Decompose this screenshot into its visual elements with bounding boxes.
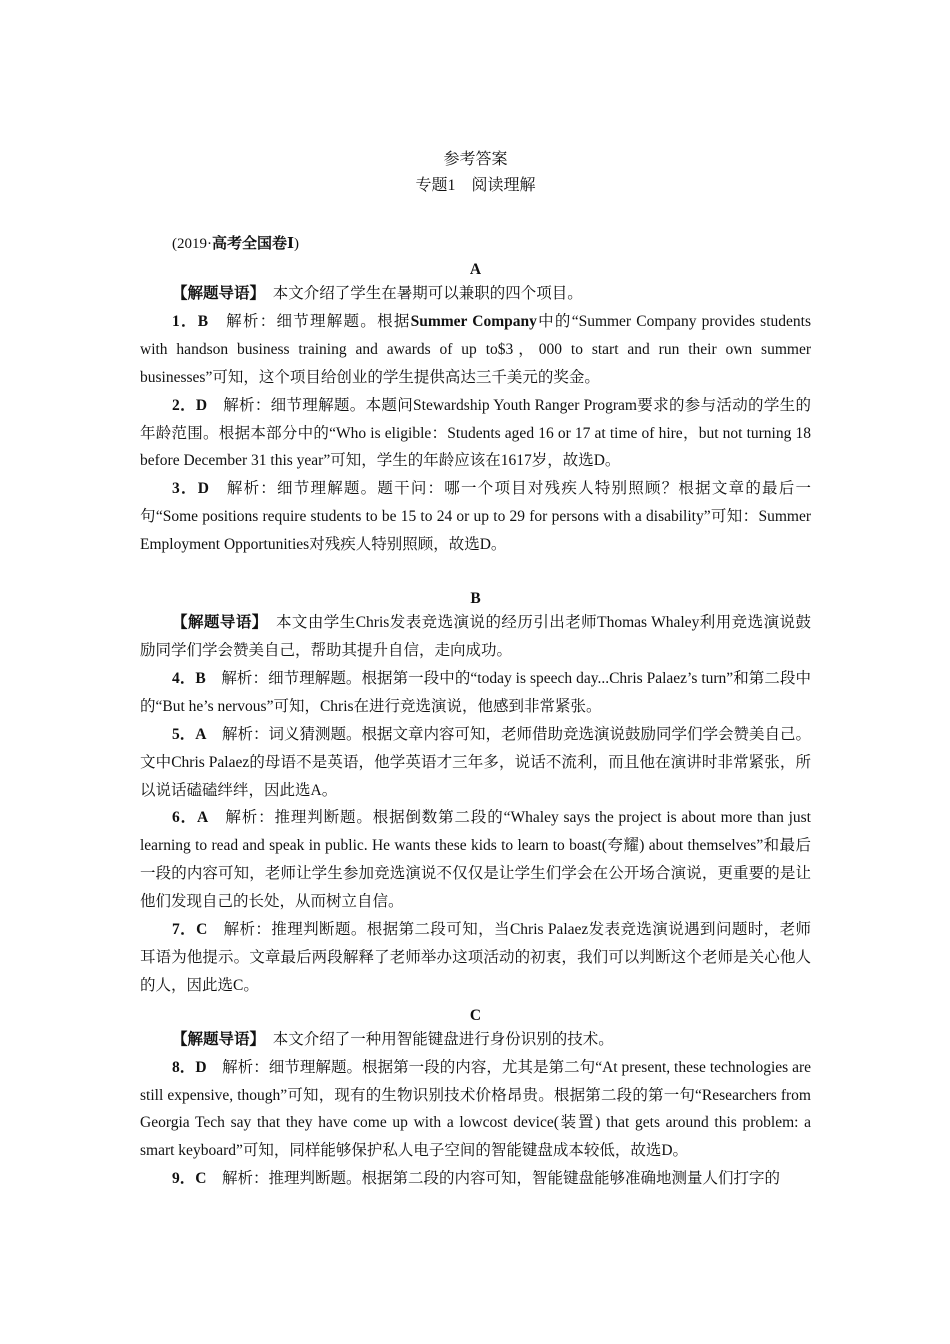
question-number: 3．D	[172, 480, 209, 498]
answer-text: 解析：细节理解题。根据第一段中的“today is speech day...Chris Palaez’s turn”和第二段中的“But he’s nervous”可知，Chris在进行竞选演说，他感到非常紧张。	[140, 669, 812, 715]
answer-text: 解析：细节理解题。题干问：哪一个项目对残疾人特别照顾？根据文章的最后一句“Some positions require students to be 15 to 24 or up to 29 for persons with a disability”可知：Summer Employment Opportunities对残疾人特别照顾，故选D。	[140, 480, 811, 554]
question-number: 6．A	[172, 809, 209, 827]
answer-9	[140, 1165, 811, 1193]
page-title: 参考答案	[443, 151, 508, 168]
answer-8	[140, 1054, 811, 1166]
section-a-heading: A	[469, 261, 482, 278]
answer-document	[140, 148, 811, 1193]
guide-text: 本文介绍了学生在暑期可以兼职的四个项目。	[257, 285, 583, 302]
answer-text-post: 中的“Summer Company provides students with handson business training and awards of up to$3，000 to start and run their own summer businesses”可知，这个项目给创业的学生提供高达三千美元的奖金。	[140, 312, 811, 386]
answer-text: 解析：推理判断题。根据倒数第二段的“Whaley says the project is about more than just learning to read and speak in public. He wants these kids to learn to boast(夸耀) about themselves”和最后一段的内容可知，老师让学生参加竞选演说不仅仅是让学生们学会在公开场合演说，更重要的是让他们发现自己的长处，从而树立自信。	[140, 809, 811, 911]
answer-6	[140, 804, 811, 916]
answer-keyword: Summer Company	[410, 312, 537, 330]
answer-text-pre: 解析：细节理解题。根据	[208, 312, 411, 330]
question-number: 1．B	[172, 312, 209, 330]
answer-4	[140, 665, 811, 721]
question-number: 2．D	[172, 396, 208, 414]
answer-3	[140, 475, 811, 559]
answer-text: 解析：推理判断题。根据第二段的内容可知，智能键盘能够准确地测量人们打字的	[206, 1170, 780, 1188]
answer-text: 解析：推理判断题。根据第二段可知，当Chris Palaez发表竞选演说遇到问题时，老师耳语为他提示。文章最后两段解释了老师举办这项活动的初衷，我们可以判断这个老师是关心他人的人，因此选C。	[140, 921, 811, 994]
section-b-heading: B	[470, 590, 481, 608]
answer-5	[140, 721, 811, 805]
source-label: 高考全国卷Ⅰ	[212, 236, 295, 252]
question-number: 7．C	[172, 921, 208, 939]
exam-source	[140, 234, 811, 254]
question-number: 4．B	[172, 669, 206, 687]
source-prefix: (2019·	[172, 236, 212, 252]
page-subtitle: 专题1 阅读理解	[415, 177, 536, 194]
question-number: 9．C	[172, 1170, 207, 1188]
guide-tag: 【解题导语】	[172, 1030, 258, 1048]
answer-1	[140, 308, 811, 392]
question-number: 8．D	[172, 1058, 207, 1076]
guide-tag: 【解题导语】	[172, 614, 260, 632]
source-suffix: )	[294, 236, 300, 252]
answer-7	[140, 916, 811, 1000]
guide-text: 本文介绍了一种用智能键盘进行身份识别的技术。	[257, 1030, 614, 1048]
guide-text: 本文由学生Chris发表竞选演说的经历引出老师Thomas Whaley利用竞选演说鼓励同学们学会赞美自己，帮助其提升自信，走向成功。	[140, 614, 811, 659]
section-b-guide	[140, 609, 811, 665]
section-a-guide	[140, 280, 811, 308]
section-c-guide	[140, 1026, 811, 1054]
answer-text: 解析：词义猜测题。根据文章内容可知，老师借助竞选演说鼓励同学们学会赞美自己。文中Chris Palaez的母语不是英语，他学英语才三年多，说话不流利，而且他在演讲时非常紧张，所以说话磕磕绊绊，因此选A。	[140, 725, 811, 799]
answer-2	[140, 392, 811, 476]
answer-text: 解析：细节理解题。本题问Stewardship Youth Ranger Program要求的参与活动的学生的年龄范围。根据本部分中的“Who is eligible：Students aged 16 or 17 at time of hire，but not turning 18 before December 31 this year”可知，学生的年龄应该在1617岁，故选D。	[140, 396, 811, 470]
answer-text: 解析：细节理解题。根据第一段的内容，尤其是第二句“At present, these technologies are still expensive, though”可知，现有的生物识别技术价格昂贵。根据第二段的第一句“Researchers from Georgia Tech say that they have come up with a lowcost device(装置) that gets around this problem: a smart keyboard”可知，同样能够保护私人电子空间的智能键盘成本较低，故选D。	[140, 1058, 812, 1160]
question-number: 5．A	[172, 725, 207, 743]
guide-tag: 【解题导语】	[172, 285, 258, 302]
section-c-heading: C	[469, 1006, 482, 1024]
